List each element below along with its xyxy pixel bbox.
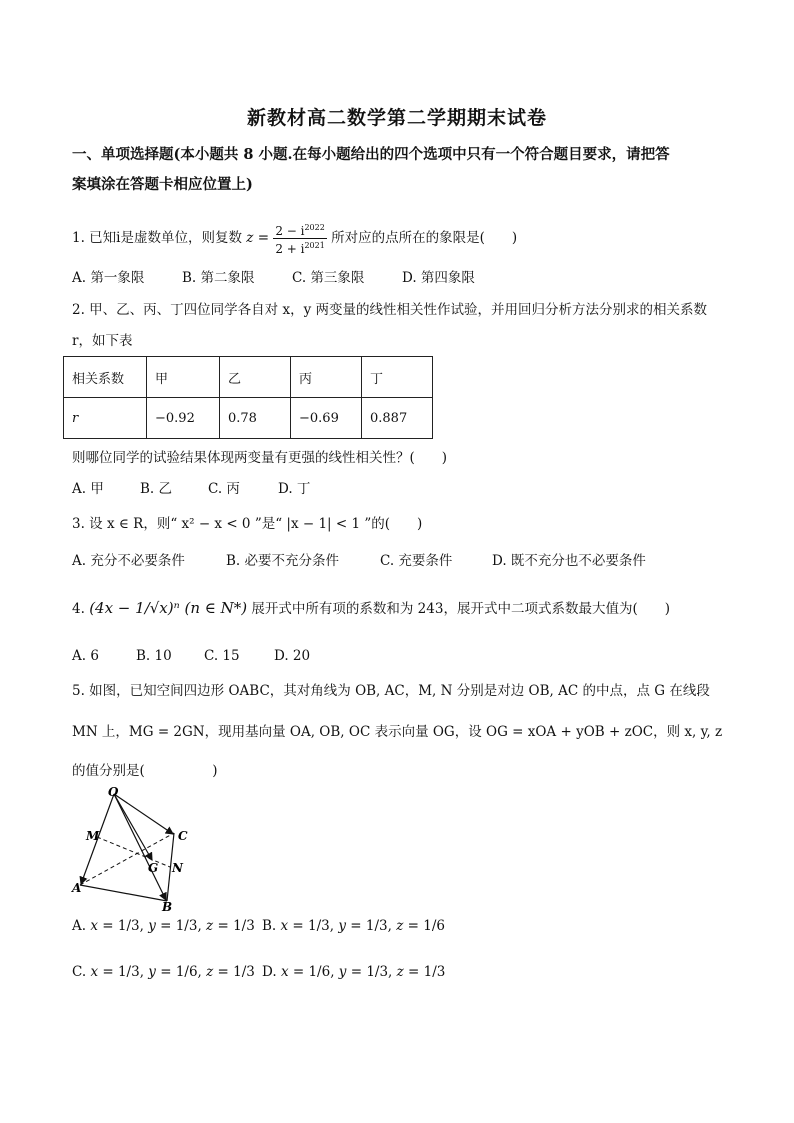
q3-options: [72, 551, 646, 571]
figure-label-g: G: [148, 861, 159, 875]
q4-option-a[interactable]: A. 6: [72, 648, 99, 664]
figure-label-o: O: [108, 785, 119, 799]
q2-options: [72, 479, 310, 499]
q3-option-c[interactable]: C. 充要条件: [380, 553, 453, 569]
q1-num: 2 − i: [275, 224, 305, 238]
figure-label-m: M: [86, 829, 100, 843]
correlation-table: [63, 356, 433, 439]
tetrahedron-figure: [70, 782, 200, 912]
page-title: 新教材高二数学第二学期期末试卷: [246, 107, 547, 129]
figure-label-a: A: [72, 881, 82, 895]
question-4: [72, 598, 670, 619]
q1-option-d[interactable]: D. 第四象限: [402, 270, 475, 286]
q5-option-d-y: 1/3: [366, 964, 389, 980]
q4-option-b[interactable]: B. 10: [136, 648, 172, 664]
q5-option-c-z: 1/3: [233, 964, 255, 980]
q1-den-exp: 2021: [304, 241, 325, 250]
table-cell: 相关系数: [64, 357, 147, 398]
table-cell: 0.887: [362, 398, 433, 439]
q5-line3: 的值分别是( ): [72, 763, 218, 779]
section-heading-line1: 一、单项选择题(本小题共 8 小题.在每小题给出的四个选项中只有一个符合题目要求，请把答: [72, 146, 670, 163]
q4-prefix: 4.: [72, 601, 85, 617]
figure-label-c: C: [178, 829, 188, 843]
q5-line1: 5. 如图，已知空间四边形 OABC，其对角线为 OB, AC，M, N 分别是对边 OB, AC 的中点，点 G 在线段: [72, 683, 710, 699]
q3-option-d[interactable]: D. 既不充分也不必要条件: [492, 553, 646, 569]
question-1: [72, 221, 517, 256]
table-cell: 0.78: [220, 398, 291, 439]
q1-option-b[interactable]: B. 第二象限: [182, 270, 255, 286]
q5-option-b-y: 1/3: [365, 918, 388, 934]
q5-option-a-label: A.: [72, 918, 87, 934]
q5-option-b[interactable]: B. x = 1/3, y = 1/3, z = 1/6: [262, 918, 445, 934]
q1-suffix: 所对应的点所在的象限是( ): [331, 230, 518, 246]
q5-option-b-label: B.: [262, 918, 277, 934]
q5-option-c-label: C.: [72, 964, 87, 980]
q2-question: 则哪位同学的试验结果体现两变量有更强的线性相关性？( ): [72, 450, 448, 466]
q1-z: z =: [246, 230, 270, 246]
table-cell: 乙: [220, 357, 291, 398]
figure-label-n: N: [172, 861, 183, 875]
q5-option-c[interactable]: C. x = 1/3, y = 1/6, z = 1/3: [72, 964, 255, 980]
table-header-row: [64, 357, 433, 398]
q4-options: [72, 646, 310, 666]
q1-num-exp: 2022: [304, 223, 325, 232]
q4-option-c[interactable]: C. 15: [204, 648, 240, 664]
table-row: [64, 398, 433, 439]
q1-fraction: [273, 221, 327, 256]
q5-option-a[interactable]: A. x = 1/3, y = 1/3, z = 1/3: [72, 918, 255, 934]
q4-option-d[interactable]: D. 20: [274, 648, 311, 664]
section-heading-line2: 案填涂在答题卡相应位置上): [72, 176, 253, 193]
q4-suffix: 展开式中所有项的系数和为 243，展开式中二项式系数最大值为( ): [251, 601, 670, 617]
table-cell: −0.92: [147, 398, 220, 439]
q1-option-c[interactable]: C. 第三象限: [292, 270, 365, 286]
q3-option-a[interactable]: A. 充分不必要条件: [72, 553, 185, 569]
q4-expression: (4x − 1/√x)ⁿ (n ∈ N*): [89, 599, 248, 617]
q5-line2: MN 上，MG = 2GN，现用基向量 OA, OB, OC 表示向量 OG，设 OG = xOA + yOB + zOC，则 x, y, z: [72, 724, 723, 740]
q2-option-c[interactable]: C. 丙: [208, 481, 240, 497]
q2-option-a[interactable]: A. 甲: [72, 481, 104, 497]
q5-option-d-label: D.: [262, 964, 277, 980]
table-cell: 甲: [147, 357, 220, 398]
figure-label-b: B: [162, 900, 173, 912]
q5-option-b-x: 1/3: [308, 918, 330, 934]
q5-option-a-y: 1/3: [175, 918, 198, 934]
q2-line2: r，如下表: [72, 333, 133, 349]
q2-option-d[interactable]: D. 丁: [278, 481, 311, 497]
q1-prefix: 1. 已知i是虚数单位，则复数: [72, 230, 242, 246]
q2-line1: 2. 甲、乙、丙、丁四位同学各自对 x，y 两变量的线性相关性作试验，并用回归分析方法分别求的相关系数: [72, 302, 707, 318]
q5-option-a-z: 1/3: [233, 918, 255, 934]
table-cell: 丙: [291, 357, 362, 398]
q5-option-d[interactable]: D. x = 1/6, y = 1/3, z = 1/3: [262, 964, 446, 980]
table-cell: −0.69: [291, 398, 362, 439]
q2-option-b[interactable]: B. 乙: [140, 481, 173, 497]
q3-option-b[interactable]: B. 必要不充分条件: [226, 553, 340, 569]
table-cell: 丁: [362, 357, 433, 398]
q5-option-d-z: 1/3: [423, 964, 446, 980]
q5-option-a-x: 1/3: [117, 918, 140, 934]
q5-option-d-x: 1/6: [308, 964, 331, 980]
question-3: 3. 设 x ∈ R，则“ x² − x < 0 ”是“ |x − 1| < 1 ”的( ): [72, 516, 423, 532]
q5-option-c-y: 1/6: [175, 964, 198, 980]
table-cell: r: [64, 398, 147, 439]
q1-den: 2 + i: [275, 242, 305, 256]
q1-option-a[interactable]: A. 第一象限: [72, 270, 145, 286]
q1-options: [72, 268, 475, 288]
q5-option-b-z: 1/6: [423, 918, 445, 934]
q5-option-c-x: 1/3: [117, 964, 140, 980]
